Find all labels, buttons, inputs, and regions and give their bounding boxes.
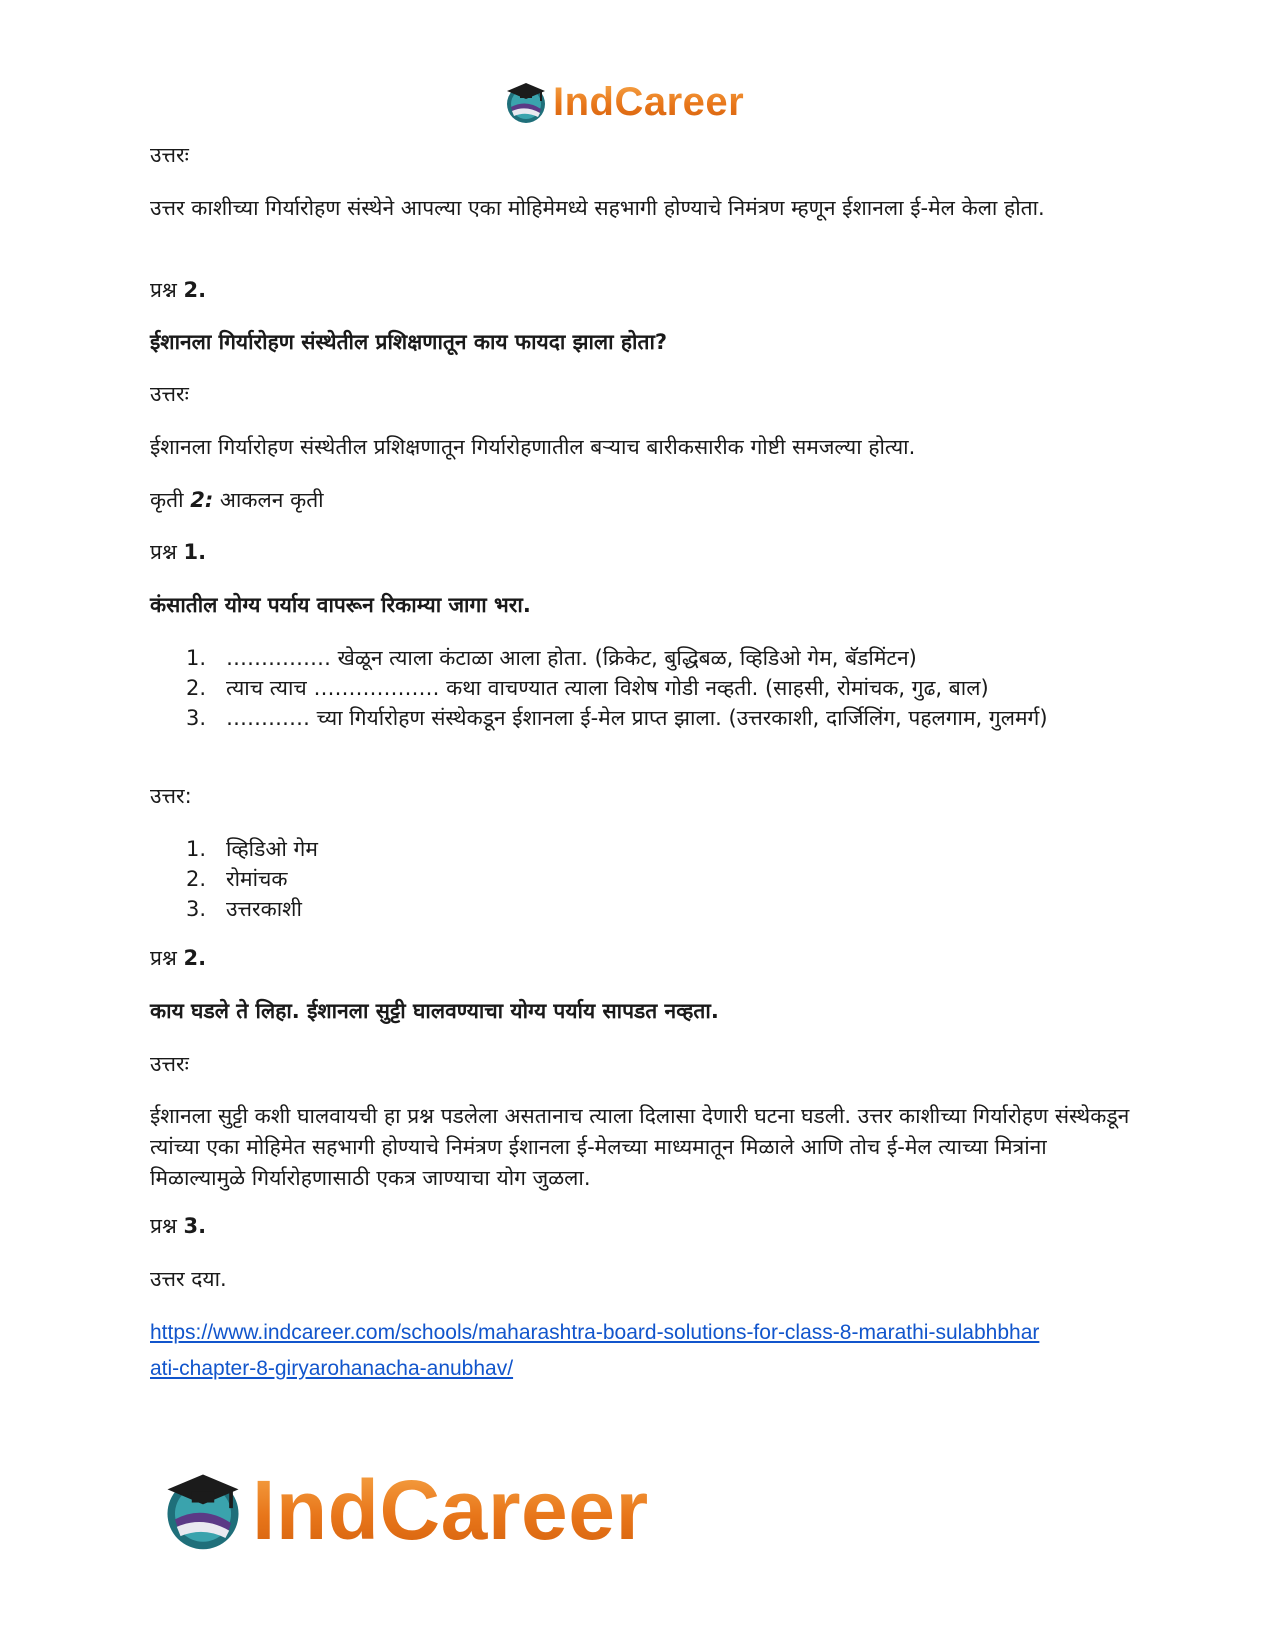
logo-wordmark: IndCareer (252, 1462, 649, 1557)
answer-label: उत्तर: (150, 784, 192, 808)
list-item: 3. उत्तरकाशी (186, 897, 302, 921)
answer-label: उत्तरः (150, 1052, 189, 1076)
list-item: 1. व्हिडिओ गेम (186, 837, 318, 861)
answer-label: उत्तरः (150, 382, 189, 406)
question-heading: प्रश्न 1. (150, 540, 207, 564)
answers-list (186, 834, 1126, 924)
list-item: 2. रोमांचक (186, 867, 288, 891)
question-heading: प्रश्न 2. (150, 278, 207, 302)
indcareer-logo-top (503, 78, 744, 126)
indcareer-logo-bottom (160, 1462, 649, 1558)
list-item: 1. …………… खेळून त्याला कंटाळा आला होता. (क्रिकेट, बुद्धिबळ, व्हिडिओ गेम, बॅडमिंटन) (186, 646, 917, 670)
question-text: ईशानला गिर्यारोहण संस्थेतील प्रशिक्षणातून काय फायदा झाला होता? (150, 330, 668, 354)
logo-wordmark: IndCareer (553, 79, 745, 124)
answer-label: उत्तरः (150, 143, 189, 167)
fill-in-blanks-list (186, 643, 1126, 733)
question-heading: प्रश्न 2. (150, 946, 207, 970)
answer-paragraph: ईशानला गिर्यारोहण संस्थेतील प्रशिक्षणातून गिर्यारोहणातील बऱ्याच बारीकसारीक गोष्टी समजल्या होत्या. (150, 435, 916, 459)
graduation-globe-icon (160, 1467, 246, 1553)
list-item: 2. त्याच त्याच ……………… कथा वाचण्यात त्याला विशेष गोडी नव्हती. (साहसी, रोमांचक, गुढ, बाल) (186, 676, 989, 700)
answer-paragraph: ईशानला सुट्टी कशी घालवायची हा प्रश्न पडलेला असतानाच त्याला दिलासा देणारी घटना घडली. उत्तर काशीच्या गिर्यारोहण संस्थेकडून त्यांच्या एका मोहिमेत सहभागी होण्याचे निमंत्रण ईशानला ई-मेलच्या माध्यमातून मिळाले आणि तोच ई-मेल त्याच्या मित्रांना मिळाल्यामुळे गिर्यारोहणासाठी एकत्र जाण्याचा योग जुळला. (150, 1104, 1130, 1190)
answer-paragraph: उत्तर काशीच्या गिर्यारोहण संस्थेने आपल्या एका मोहिमेमध्ये सहभागी होण्याचे निमंत्रण म्हणून ईशानला ई-मेल केला होता. (150, 196, 1045, 220)
source-link[interactable]: https://www.indcareer.com/schools/maharashtra-board-solutions-for-class-8-marathi-sulabhbhar ati-chapter-8-giryarohanacha-anubhav/ (150, 1321, 1040, 1380)
question-text: काय घडले ते लिहा. ईशानला सुट्टी घालवण्याचा योग्य पर्याय सापडत नव्हता. (150, 999, 719, 1023)
question-text: उत्तर दया. (150, 1267, 227, 1291)
question-text: कंसातील योग्य पर्याय वापरून रिकाम्या जागा भरा. (150, 593, 531, 617)
activity-heading: कृती 2: आकलन कृती (150, 488, 324, 512)
question-heading: प्रश्न 3. (150, 1214, 207, 1238)
list-item: 3. ………… च्या गिर्यारोहण संस्थेकडून ईशानला ई-मेल प्राप्त झाला. (उत्तरकाशी, दार्जिलिंग, पहलगाम, गुलमर्ग) (186, 706, 1048, 730)
graduation-globe-icon (503, 79, 549, 125)
